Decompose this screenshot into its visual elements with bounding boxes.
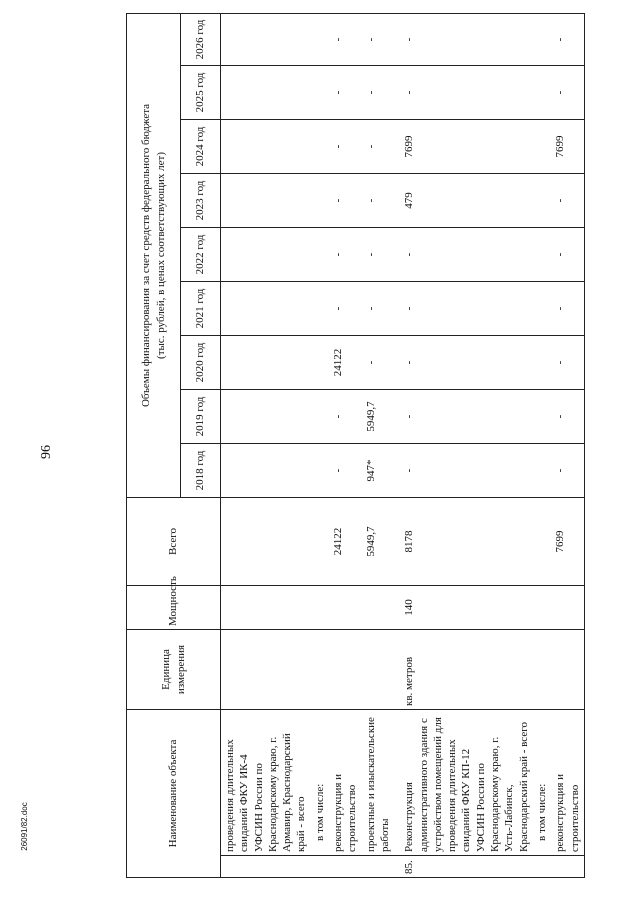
header-funding-title: Объемы финансирования за счет средств федерального бюджета <box>140 103 153 408</box>
year-value-cell <box>221 13 311 65</box>
total-cell: 8178 <box>394 497 533 585</box>
year-value-cell: 5949,7 <box>362 389 395 443</box>
header-year: 2023 год <box>181 173 221 227</box>
year-value-cell: - <box>394 281 533 335</box>
total-cell <box>311 497 329 585</box>
row-number <box>311 856 329 878</box>
year-value-cell: - <box>551 13 584 65</box>
header-year: 2024 год <box>181 119 221 173</box>
object-name: в том числе: <box>311 709 329 855</box>
rotated-table-area <box>126 14 626 878</box>
year-value-cell: - <box>394 13 533 65</box>
total-cell: 24122 <box>329 497 362 585</box>
year-value-cell: - <box>329 389 362 443</box>
year-value-cell: 24122 <box>329 335 362 389</box>
object-name: проведения длительных свиданий ФКУ ИК-4 УФСИН России по Краснодарскому краю, г. Армавир, Краснодарский край - всего <box>221 709 311 855</box>
year-value-cell: - <box>362 65 395 119</box>
row-number <box>533 856 551 878</box>
footer-filename: 26091/82.doc <box>19 802 29 851</box>
table-row <box>311 13 329 877</box>
year-value-cell: - <box>551 173 584 227</box>
year-value-cell: - <box>329 65 362 119</box>
year-value-cell: - <box>394 65 533 119</box>
header-total: Всего <box>127 497 221 585</box>
year-value-cell: - <box>362 119 395 173</box>
year-value-cell <box>221 65 311 119</box>
table-row <box>362 13 395 877</box>
header-year: 2018 год <box>181 443 221 497</box>
row-number <box>221 856 311 878</box>
year-value-cell: - <box>329 227 362 281</box>
header-year: 2021 год <box>181 281 221 335</box>
unit-cell <box>221 629 311 709</box>
year-value-cell: - <box>551 281 584 335</box>
table-row <box>394 13 533 877</box>
table-row <box>551 13 584 877</box>
year-value-cell <box>311 13 329 65</box>
capacity-cell: 140 <box>394 585 533 629</box>
row-number <box>551 856 584 878</box>
capacity-cell <box>533 585 551 629</box>
total-cell <box>533 497 551 585</box>
year-value-cell <box>221 173 311 227</box>
header-year: 2022 год <box>181 227 221 281</box>
year-value-cell: - <box>362 335 395 389</box>
header-unit: Единица измерения <box>127 629 221 709</box>
header-funding-subtitle: (тыс. рублей, в ценах соответствующих лет) <box>154 152 167 359</box>
table-row <box>329 13 362 877</box>
year-value-cell: - <box>551 389 584 443</box>
unit-cell <box>362 629 395 709</box>
year-value-cell <box>311 173 329 227</box>
year-value-cell <box>221 443 311 497</box>
unit-cell <box>329 629 362 709</box>
year-value-cell <box>533 389 551 443</box>
year-value-cell: 7699 <box>394 119 533 173</box>
year-value-cell <box>221 335 311 389</box>
year-value-cell: - <box>362 227 395 281</box>
capacity-cell <box>311 585 329 629</box>
capacity-cell <box>329 585 362 629</box>
row-number: 85. <box>394 856 533 878</box>
object-name: реконструкция и строительство <box>329 709 362 855</box>
year-value-cell <box>533 65 551 119</box>
year-value-cell: - <box>362 173 395 227</box>
unit-cell <box>551 629 584 709</box>
year-value-cell <box>311 443 329 497</box>
year-value-cell: - <box>394 227 533 281</box>
year-value-cell <box>311 227 329 281</box>
total-cell: 7699 <box>551 497 584 585</box>
object-name: в том числе: <box>533 709 551 855</box>
year-value-cell <box>311 389 329 443</box>
header-name: Наименование объекта <box>127 709 221 877</box>
object-name: Реконструкция административного здания с устройством помещений для проведения длительных свиданий ФКУ КП-12 УФСИН России по Краснодарскому краю, г. Усть-Лабинск, Краснодарский край - всего <box>394 709 533 855</box>
total-cell: 5949,7 <box>362 497 395 585</box>
year-value-cell: - <box>329 173 362 227</box>
capacity-cell <box>551 585 584 629</box>
year-value-cell: - <box>329 13 362 65</box>
year-value-cell <box>533 13 551 65</box>
year-value-cell: 479 <box>394 173 533 227</box>
year-value-cell: - <box>362 13 395 65</box>
header-year: 2026 год <box>181 13 221 65</box>
year-value-cell: - <box>394 443 533 497</box>
header-capacity: Мощность <box>127 585 221 629</box>
row-number <box>362 856 395 878</box>
year-value-cell <box>311 281 329 335</box>
capacity-cell <box>362 585 395 629</box>
year-value-cell: - <box>551 227 584 281</box>
page-number: 96 <box>39 445 54 459</box>
year-value-cell <box>533 173 551 227</box>
year-value-cell: - <box>362 281 395 335</box>
year-value-cell <box>221 119 311 173</box>
year-value-cell <box>221 281 311 335</box>
year-value-cell: - <box>394 389 533 443</box>
year-value-cell <box>533 119 551 173</box>
unit-cell <box>311 629 329 709</box>
year-value-cell: - <box>394 335 533 389</box>
table-row <box>221 13 311 877</box>
year-value-cell <box>221 227 311 281</box>
year-value-cell: - <box>329 119 362 173</box>
year-value-cell <box>533 335 551 389</box>
header-funding <box>127 13 181 497</box>
year-value-cell <box>311 65 329 119</box>
header-year: 2020 год <box>181 335 221 389</box>
year-value-cell: - <box>551 65 584 119</box>
year-value-cell: - <box>551 335 584 389</box>
year-value-cell: 947* <box>362 443 395 497</box>
funding-table <box>126 13 585 878</box>
year-value-cell <box>311 119 329 173</box>
row-number <box>329 856 362 878</box>
year-value-cell: - <box>329 443 362 497</box>
header-year: 2025 год <box>181 65 221 119</box>
year-value-cell <box>311 335 329 389</box>
table-row <box>533 13 551 877</box>
year-value-cell <box>533 443 551 497</box>
object-name: проектные и изыскательские работы <box>362 709 395 855</box>
capacity-cell <box>221 585 311 629</box>
unit-cell <box>533 629 551 709</box>
year-value-cell <box>221 389 311 443</box>
year-value-cell: 7699 <box>551 119 584 173</box>
unit-cell: кв. метров <box>394 629 533 709</box>
year-value-cell <box>533 227 551 281</box>
year-value-cell: - <box>329 281 362 335</box>
year-value-cell <box>533 281 551 335</box>
total-cell <box>221 497 311 585</box>
year-value-cell: - <box>551 443 584 497</box>
header-year: 2019 год <box>181 389 221 443</box>
object-name: реконструкция и строительство <box>551 709 584 855</box>
